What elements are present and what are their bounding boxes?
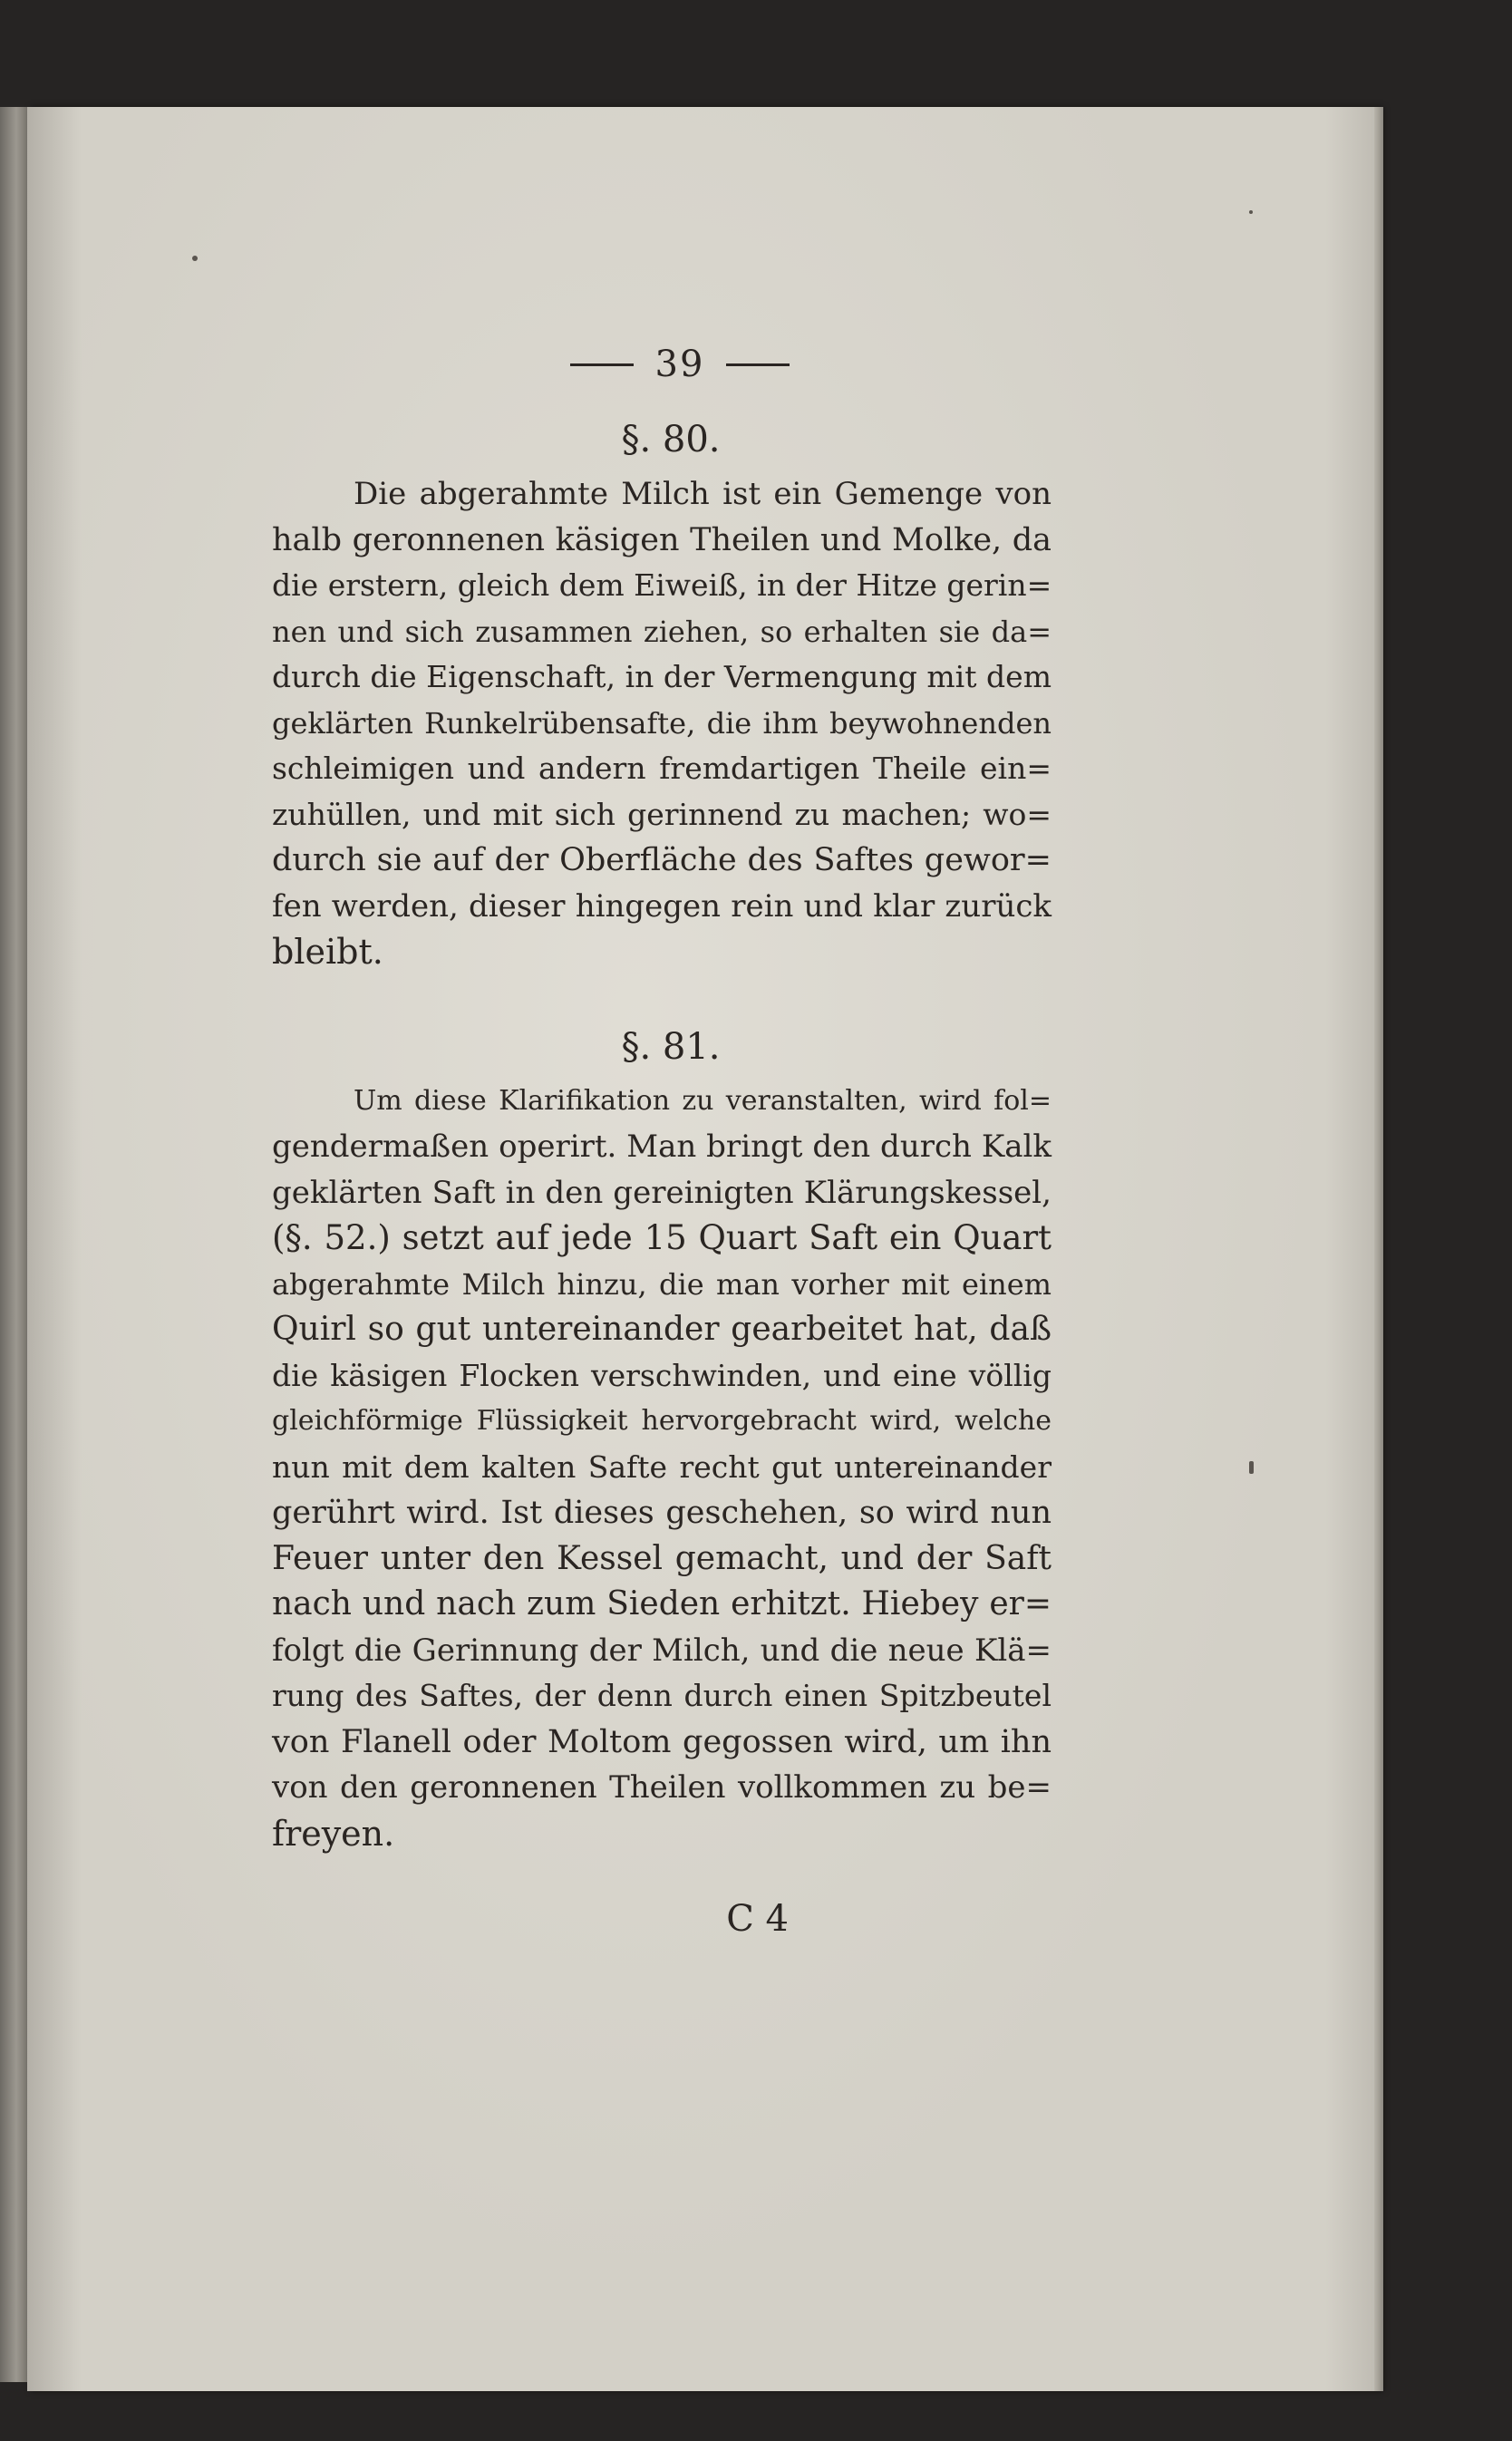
header-dash-left	[570, 363, 634, 366]
text-line: nun mit dem kalten Safte recht gut untereinander	[272, 1448, 1052, 1485]
text-line: gleichförmige Flüssigkeit hervorgebracht wird, welche	[272, 1405, 1052, 1437]
text-line: nen und sich zusammen ziehen, so erhalten sie da=	[272, 614, 1052, 649]
text-line: Die abgerahmte Milch ist ein Gemenge von	[354, 476, 1052, 512]
section-heading: §. 80.	[621, 419, 721, 460]
text-line: halb geronnenen käsigen Theilen und Molke, da	[272, 521, 1052, 558]
text-line: von Flanell oder Moltom gegossen wird, um ihn	[272, 1723, 1052, 1760]
text-line: abgerahmte Milch hinzu, die man vorher mit einem	[272, 1266, 1052, 1302]
header-dash-right	[726, 363, 790, 366]
text-line: schleimigen und andern fremdartigen Theile ein=	[272, 751, 1052, 786]
text-line: geklärten Saft in den gereinigten Klärungskessel,	[272, 1174, 1052, 1211]
text-line: Feuer unter den Kessel gemacht, und der Saft	[272, 1539, 1052, 1577]
page-text	[272, 337, 1052, 1942]
text-line: freyen.	[272, 1813, 395, 1854]
text-line: Um diese Klarifikation zu veranstalten, wird fol=	[354, 1084, 1052, 1117]
paper-speck	[1249, 1461, 1254, 1474]
text-line: durch die Eigenschaft, in der Vermengung mit dem	[272, 659, 1052, 694]
section-heading: §. 81.	[621, 1025, 721, 1068]
text-line: durch sie auf der Oberfläche des Saftes gewor=	[272, 842, 1052, 878]
paragraph	[272, 1079, 1052, 1857]
page-fore-edge	[1374, 107, 1383, 2391]
text-line: die käsigen Flocken verschwinden, und eine völlig	[272, 1357, 1052, 1393]
text-line: gerührt wird. Ist dieses geschehen, so wird nun	[272, 1495, 1052, 1531]
signature-mark: C 4	[726, 1898, 789, 1940]
text-line: von den geronnenen Theilen vollkommen zu be=	[272, 1769, 1052, 1806]
paper-speck	[192, 256, 198, 261]
text-line: rung des Saftes, der denn durch einen Spitzbeutel	[272, 1678, 1052, 1713]
paper-speck	[1249, 210, 1253, 214]
text-line: gendermaßen operirt. Man bringt den durch Kalk	[272, 1128, 1052, 1165]
page-header	[308, 337, 1052, 392]
page-number: 39	[654, 344, 705, 385]
text-line: Quirl so gut untereinander gearbeitet hat, daß	[272, 1311, 1052, 1348]
previous-page-edge	[0, 107, 27, 2382]
text-line: die erstern, gleich dem Eiweiß, in der Hitze gerin=	[272, 567, 1052, 603]
text-line: folgt die Gerinnung der Milch, und die neue Klä=	[272, 1632, 1052, 1669]
text-line: (§. 52.) setzt auf jede 15 Quart Saft ein Quart	[272, 1218, 1052, 1257]
text-line: fen werden, dieser hingegen rein und klar zurück	[272, 887, 1052, 925]
paragraph	[272, 471, 1052, 975]
text-line: geklärten Runkelrübensafte, die ihm beywohnenden	[272, 705, 1052, 741]
text-line: nach und nach zum Sieden erhitzt. Hiebey er=	[272, 1585, 1052, 1622]
text-line: zuhüllen, und mit sich gerinnend zu machen; wo=	[272, 796, 1052, 832]
text-line: bleibt.	[272, 932, 383, 972]
